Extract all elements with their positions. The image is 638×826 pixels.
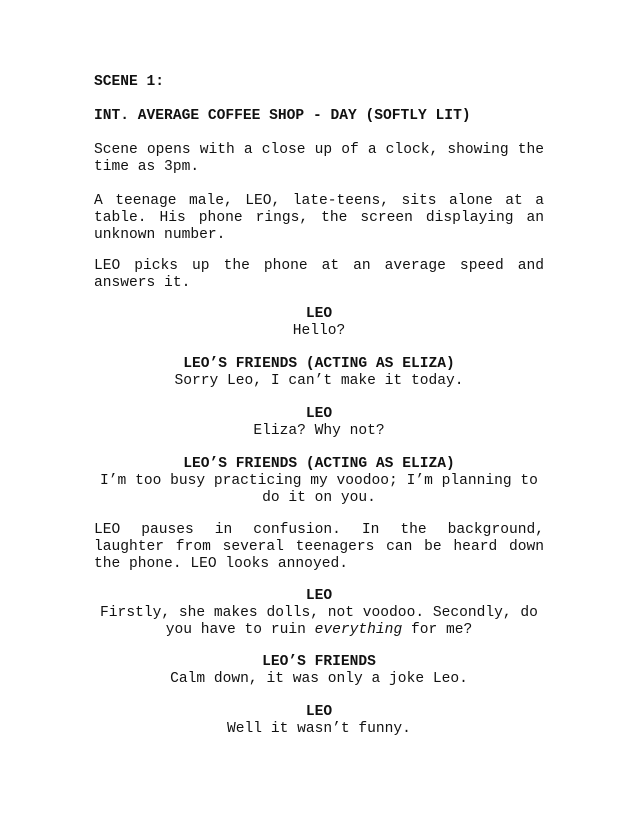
action-paragraph: Scene opens with a close up of a clock, showing the time as 3pm.: [94, 142, 544, 175]
character-name: LEO’S FRIENDS: [262, 654, 376, 670]
character-name: LEO’S FRIENDS (ACTING AS ELIZA): [183, 456, 455, 472]
scene-number: SCENE 1:: [94, 74, 165, 90]
slugline: INT. AVERAGE COFFEE SHOP - DAY (SOFTLY LIT): [94, 108, 471, 124]
dialogue-line: Sorry Leo, I can’t make it today.: [174, 373, 464, 389]
character-name: LEO’S FRIENDS (ACTING AS ELIZA): [183, 356, 455, 372]
dialogue-line: Hello?: [292, 323, 346, 339]
dialogue-line: Firstly, she makes dolls, not voodoo. Secondly, do you have to ruin everything for me?: [100, 605, 538, 638]
character-name: LEO: [305, 406, 333, 422]
dialogue-line: Eliza? Why not?: [253, 423, 385, 439]
character-name: LEO: [305, 306, 333, 322]
character-name: LEO: [305, 704, 333, 720]
dialogue-line: Well it wasn’t funny.: [227, 721, 411, 737]
dialogue-line: I’m too busy practicing my voodoo; I’m planning to do it on you.: [100, 473, 538, 506]
action-paragraph: LEO pauses in confusion. In the background, laughter from several teenagers can be heard down the phone. LEO looks annoyed.: [94, 522, 544, 572]
character-name: LEO: [305, 588, 333, 604]
dialogue-line: Calm down, it was only a joke Leo.: [170, 671, 468, 687]
action-paragraph: A teenage male, LEO, late-teens, sits alone at a table. His phone rings, the screen displaying an unknown number.: [94, 193, 544, 243]
emphasis-text: everything: [314, 622, 403, 638]
action-paragraph: LEO picks up the phone at an average speed and answers it.: [94, 258, 544, 291]
